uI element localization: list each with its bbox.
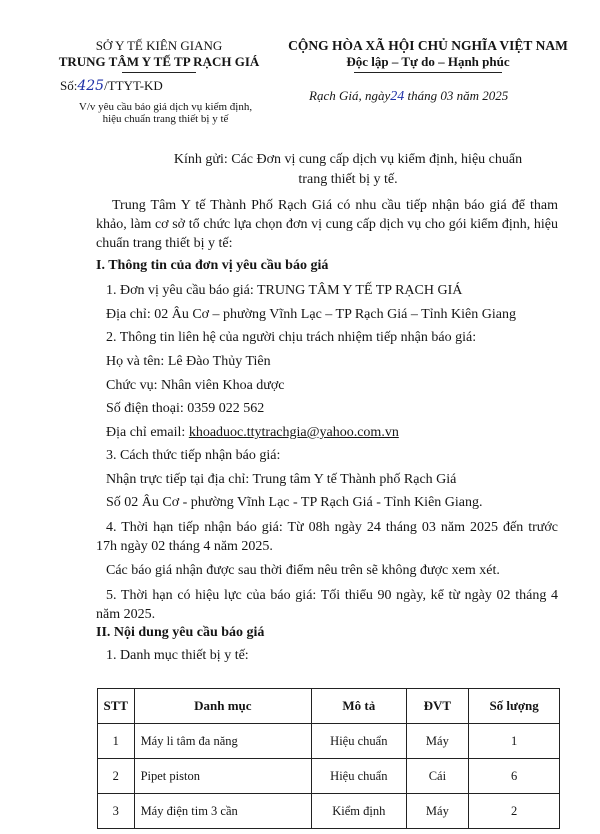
cell-unit: Máy — [406, 724, 469, 759]
col-header-unit: ĐVT — [406, 689, 469, 724]
date-prefix: Rạch Giá, ngày — [309, 88, 391, 103]
recipient-line-2: trang thiết bị y tế. — [298, 172, 398, 187]
requester-unit: 1. Đơn vị yêu cầu báo giá: TRUNG TÂM Y TẾ TP RẠCH GIÁ — [106, 283, 463, 298]
issuing-agency-block — [50, 38, 268, 73]
table-row — [98, 759, 560, 794]
cell-unit: Máy — [406, 794, 469, 829]
cell-description: Hiệu chuẩn — [312, 724, 407, 759]
contact-info-heading: 2. Thông tin liên hệ của người chịu trách nhiệm tiếp nhận báo giá: — [106, 330, 477, 345]
cell-unit: Cái — [406, 759, 469, 794]
date-suffix: tháng 03 năm 2025 — [407, 88, 509, 103]
date-day-handwritten: 24 — [390, 89, 405, 104]
cell-item: Pipet piston — [134, 759, 312, 794]
section-1-heading: I. Thông tin của đơn vị yêu cầu báo giá — [96, 258, 329, 273]
table-row — [98, 794, 560, 829]
document-number — [60, 78, 163, 94]
doc-number-suffix: /TTYT-KD — [104, 78, 163, 93]
intro-paragraph: Trung Tâm Y tế Thành Phố Rạch Giá có nhu cầu tiếp nhận báo giá để tham khảo, làm cơ sở tổ chức lựa chọn đơn vị cung cấp dịch vụ cho gói kiểm định, hiệu chuẩn trang thiết bị y tế: — [96, 198, 558, 251]
subject-line-2: hiệu chuẩn trang thiết bị y tế — [102, 113, 229, 125]
contact-phone: Số điện thoại: 0359 022 562 — [106, 401, 265, 416]
parent-agency: SỞ Y TẾ KIÊN GIANG — [95, 38, 223, 53]
receive-address-2: Số 02 Âu Cơ - phường Vĩnh Lạc - TP Rạch Giá - Tỉnh Kiên Giang. — [106, 495, 483, 510]
col-header-description: Mô tả — [312, 689, 407, 724]
cell-item: Máy điện tim 3 cần — [134, 794, 312, 829]
section-2-heading: II. Nội dung yêu cầu báo giá — [96, 625, 265, 640]
receive-method-heading: 3. Cách thức tiếp nhận báo giá: — [106, 448, 281, 463]
validity-paragraph: 5. Thời hạn có hiệu lực của báo giá: Tối thiểu 90 ngày, kể từ ngày 02 tháng 4 năm 2025. — [96, 588, 558, 622]
col-header-item: Danh mục — [134, 689, 312, 724]
deadline-paragraph: 4. Thời hạn tiếp nhận báo giá: Từ 08h ngày 24 tháng 03 năm 2025 đến trước 17h ngày 02 tháng 4 năm 2025. — [96, 520, 558, 554]
contact-name: Họ và tên: Lê Đào Thủy Tiên — [106, 354, 271, 369]
national-motto: Độc lập – Tự do – Hạnh phúc — [346, 54, 510, 69]
motto-underline — [354, 72, 502, 73]
cell-quantity: 1 — [469, 724, 560, 759]
contact-email-row — [106, 425, 399, 441]
cell-item: Máy li tâm đa năng — [134, 724, 312, 759]
cell-quantity: 6 — [469, 759, 560, 794]
receive-address-1: Nhận trực tiếp tại địa chỉ: Trung tâm Y tế Thành phố Rạch Giá — [106, 472, 457, 487]
recipient-block — [138, 150, 558, 190]
equipment-list-heading: 1. Danh mục thiết bị y tế: — [106, 648, 249, 663]
national-title: CỘNG HÒA XÃ HỘI CHỦ NGHĨA VIỆT NAM — [288, 38, 568, 53]
contact-position: Chức vụ: Nhân viên Khoa dược — [106, 378, 285, 393]
document-subject — [58, 101, 273, 125]
cell-stt: 3 — [98, 794, 135, 829]
col-header-stt: STT — [98, 689, 135, 724]
email-link[interactable]: khoaduoc.ttytrachgia@yahoo.com.vn — [188, 425, 399, 440]
cell-quantity: 2 — [469, 794, 560, 829]
recipient-line-1: Kính gửi: Các Đơn vị cung cấp dịch vụ kiểm định, hiệu chuẩn — [173, 152, 523, 167]
table-header-row — [98, 689, 560, 724]
issuing-organization: TRUNG TÂM Y TẾ TP RẠCH GIÁ — [58, 54, 260, 69]
doc-number-handwritten: 425 — [77, 78, 105, 94]
table-row — [98, 724, 560, 759]
email-label: Địa chỉ email: — [106, 425, 189, 440]
national-header-block — [276, 38, 580, 73]
cell-stt: 2 — [98, 759, 135, 794]
cell-stt: 1 — [98, 724, 135, 759]
agency-underline — [122, 72, 196, 73]
requester-address: Địa chỉ: 02 Âu Cơ – phường Vĩnh Lạc – TP Rạch Giá – Tỉnh Kiên Giang — [106, 307, 516, 322]
equipment-table — [97, 688, 560, 829]
cell-description: Kiểm định — [312, 794, 407, 829]
cell-description: Hiệu chuẩn — [312, 759, 407, 794]
subject-line-1: V/v yêu cầu báo giá dịch vụ kiểm định, — [78, 101, 253, 113]
late-quote-note: Các báo giá nhận được sau thời điểm nêu trên sẽ không được xem xét. — [106, 563, 500, 578]
doc-number-prefix: Số: — [60, 78, 78, 93]
place-and-date — [309, 88, 508, 105]
col-header-quantity: Số lượng — [469, 689, 560, 724]
